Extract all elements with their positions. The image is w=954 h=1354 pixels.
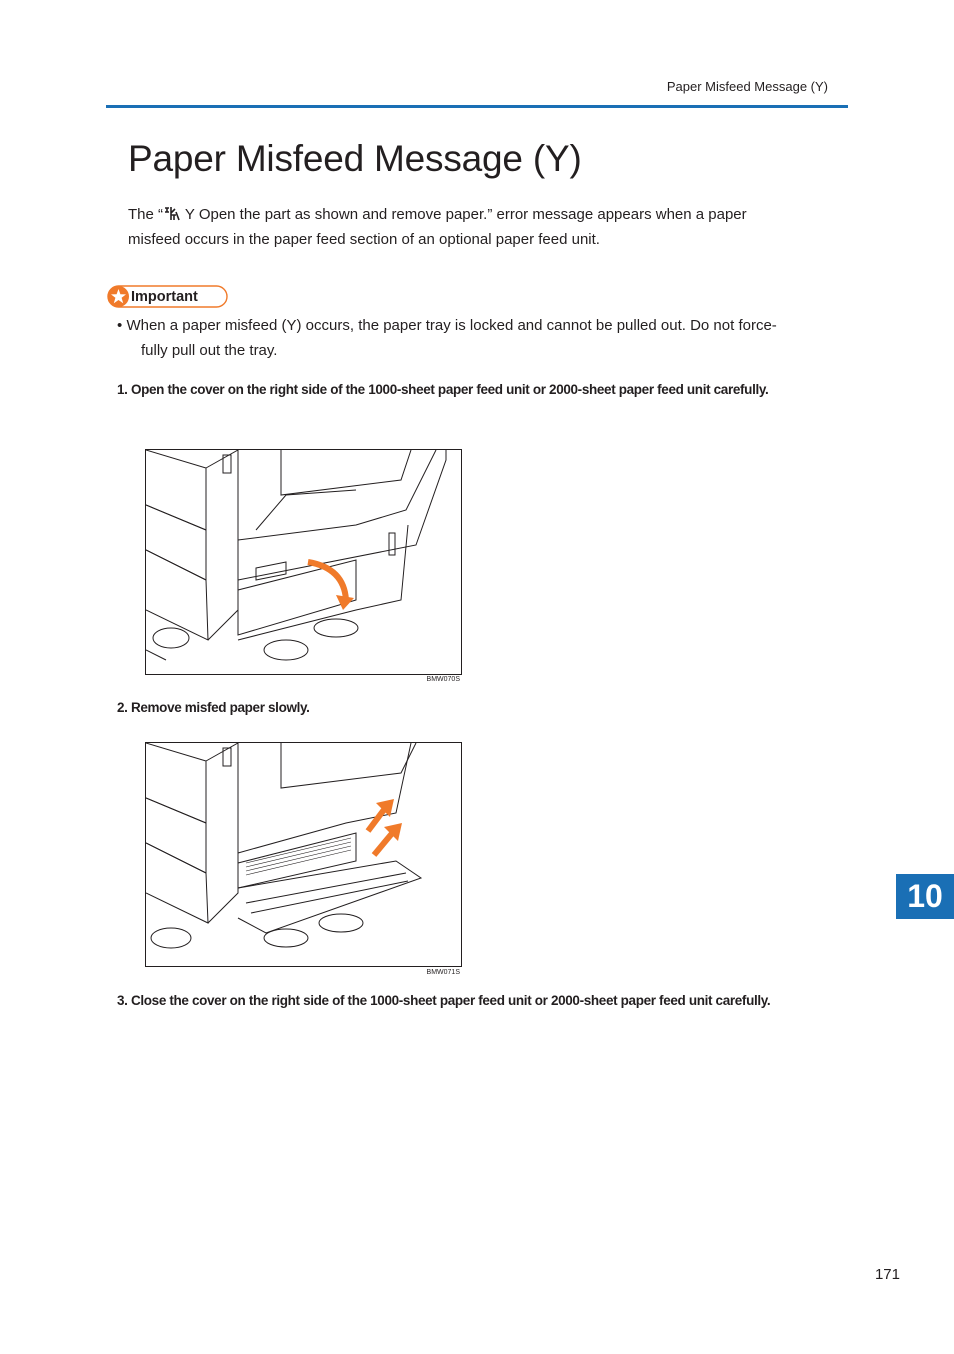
running-header: Paper Misfeed Message (Y) [666, 79, 828, 94]
arrow-icon [308, 562, 346, 600]
intro-paragraph [128, 202, 828, 252]
figure-remove-paper [145, 742, 462, 967]
page-number: 171 [874, 1266, 900, 1283]
important-text-line2: fully pull out the tray. [141, 342, 278, 359]
step-2: 2. Remove misfed paper slowly. [117, 700, 310, 715]
misfeed-icon [163, 206, 181, 221]
step-1: 1. Open the cover on the right side of the 1000-sheet paper feed unit or 2000-sheet paper feed unit carefully. [117, 382, 769, 397]
intro-prefix: The “ [128, 206, 164, 223]
important-badge [107, 285, 228, 308]
chapter-tab: 10 [896, 874, 954, 919]
intro-line2: misfeed occurs in the paper feed section of an optional paper feed unit. [128, 231, 600, 248]
printer-illustration-tray [146, 743, 461, 966]
figure-code: BMW071S [426, 969, 460, 976]
page-title: Paper Misfeed Message (Y) [128, 138, 582, 179]
intro-line1: Y Open the part as shown and remove paper.” error message appears when a paper [181, 206, 747, 223]
step-3: 3. Close the cover on the right side of the 1000-sheet paper feed unit or 2000-sheet paper feed unit carefully. [117, 993, 771, 1008]
important-text-line1: When a paper misfeed (Y) occurs, the paper tray is locked and cannot be pulled out. Do not force- [126, 317, 777, 334]
header-rule [106, 105, 848, 108]
bullet-mark: • [117, 317, 123, 334]
important-bullet [117, 313, 847, 363]
figure-code: BMW070S [426, 676, 460, 683]
figure-open-cover [145, 449, 462, 675]
important-label: Important [131, 289, 198, 305]
printer-illustration-open [146, 450, 461, 674]
arrow-up-icon [368, 807, 386, 831]
